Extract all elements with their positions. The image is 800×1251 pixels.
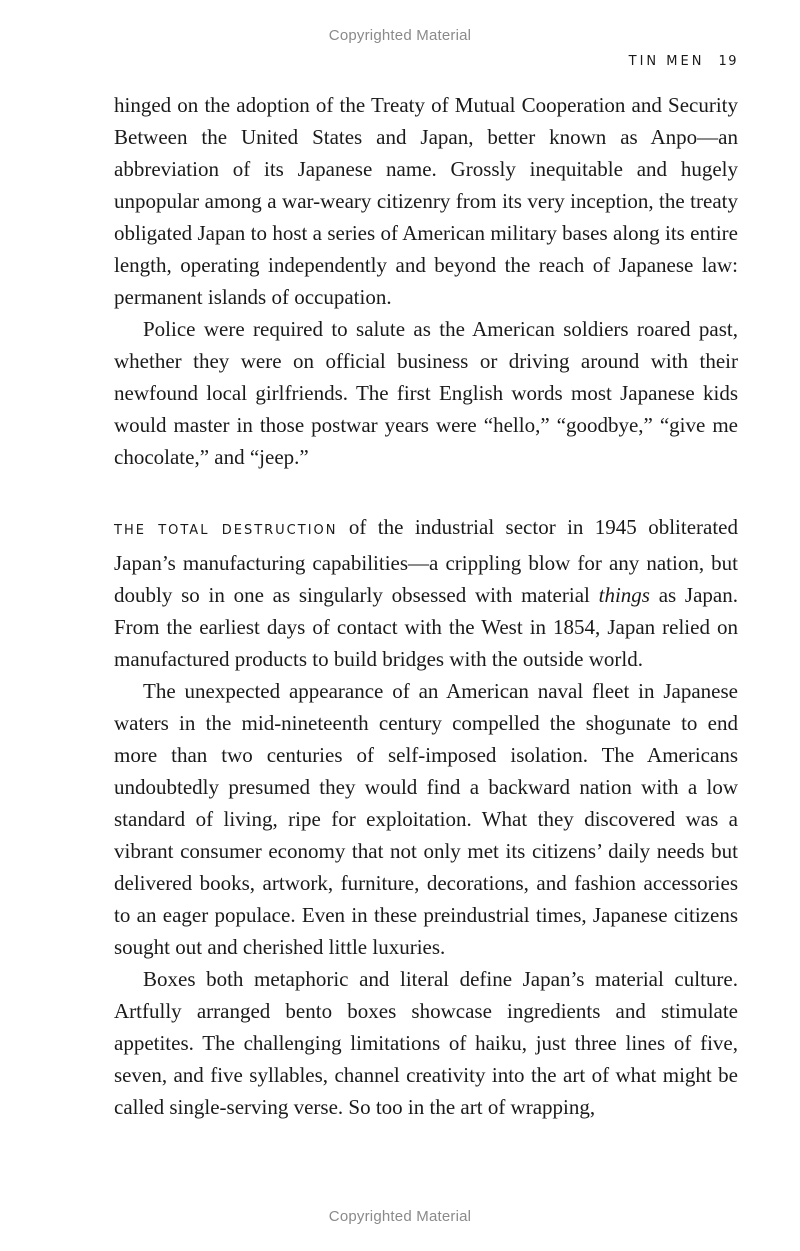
body-text-section-2	[114, 511, 738, 1123]
running-header-title: TIN MEN	[628, 54, 705, 69]
body-text-section-1	[114, 89, 738, 473]
paragraph: Boxes both metaphoric and literal define Japan’s material culture. Artfully arranged bento boxes showcase ingredients and stimulate appetites. The challenging limitations of haiku, just three lines of five, seven, and five syllables, channel creativity into the art of what might be called single-serving verse. So too in the art of wrapping,	[114, 967, 738, 1119]
section-opening-paragraph	[114, 511, 738, 675]
copyright-watermark-top: Copyrighted Material	[328, 27, 472, 44]
page-number: 19	[718, 54, 738, 69]
paragraph-continuation: hinged on the adoption of the Treaty of Mutual Cooperation and Security Between the United States and Japan, better known as Anpo—an abbreviation of its Japanese name. Grossly inequitable and hugely unpopular among a war-weary citizenry from its very inception, the treaty obligated Japan to host a series of American military bases along its entire length, operating independently and beyond the reach of Japanese law: permanent islands of occupation.	[114, 93, 738, 309]
emphasized-word: things	[598, 583, 650, 607]
paragraph: Police were required to salute as the American soldiers roared past, whether they were on official business or driving around with their newfound local girlfriends. The first English words most Japanese kids would master in those postwar years were “hello,” “goodbye,” “give me chocolate,” and “jeep.”	[114, 317, 738, 469]
paragraph: The unexpected appearance of an American naval fleet in Japanese waters in the mid-nineteenth century compelled the shogunate to end more than two centuries of self-imposed isolation. The Americans undoubtedly presumed they would find a backward nation with a low standard of living, ripe for exploitation. What they discovered was a vibrant consumer economy that not only met its citizens’ daily needs but delivered books, artwork, furniture, decorations, and fashion accessories to an eager populace. Even in these preindustrial times, Japanese citizens sought out and cherished little luxuries.	[114, 679, 738, 959]
running-header	[629, 54, 738, 69]
section-lead-in: THE TOTAL DESTRUCTION	[114, 523, 338, 538]
paragraph-text: as Japan. From the earliest days of contact with the West in 1854, Japan relied on manufactured products to build bridges with the outside world.	[114, 583, 738, 671]
copyright-watermark-bottom: Copyrighted Material	[328, 1208, 472, 1225]
paragraph-text: of the industrial sector in 1945 obliterated Japan’s manufacturing capabilities—a crippling blow for any nation, but doubly so in one as singularly obsessed with material	[114, 515, 738, 607]
